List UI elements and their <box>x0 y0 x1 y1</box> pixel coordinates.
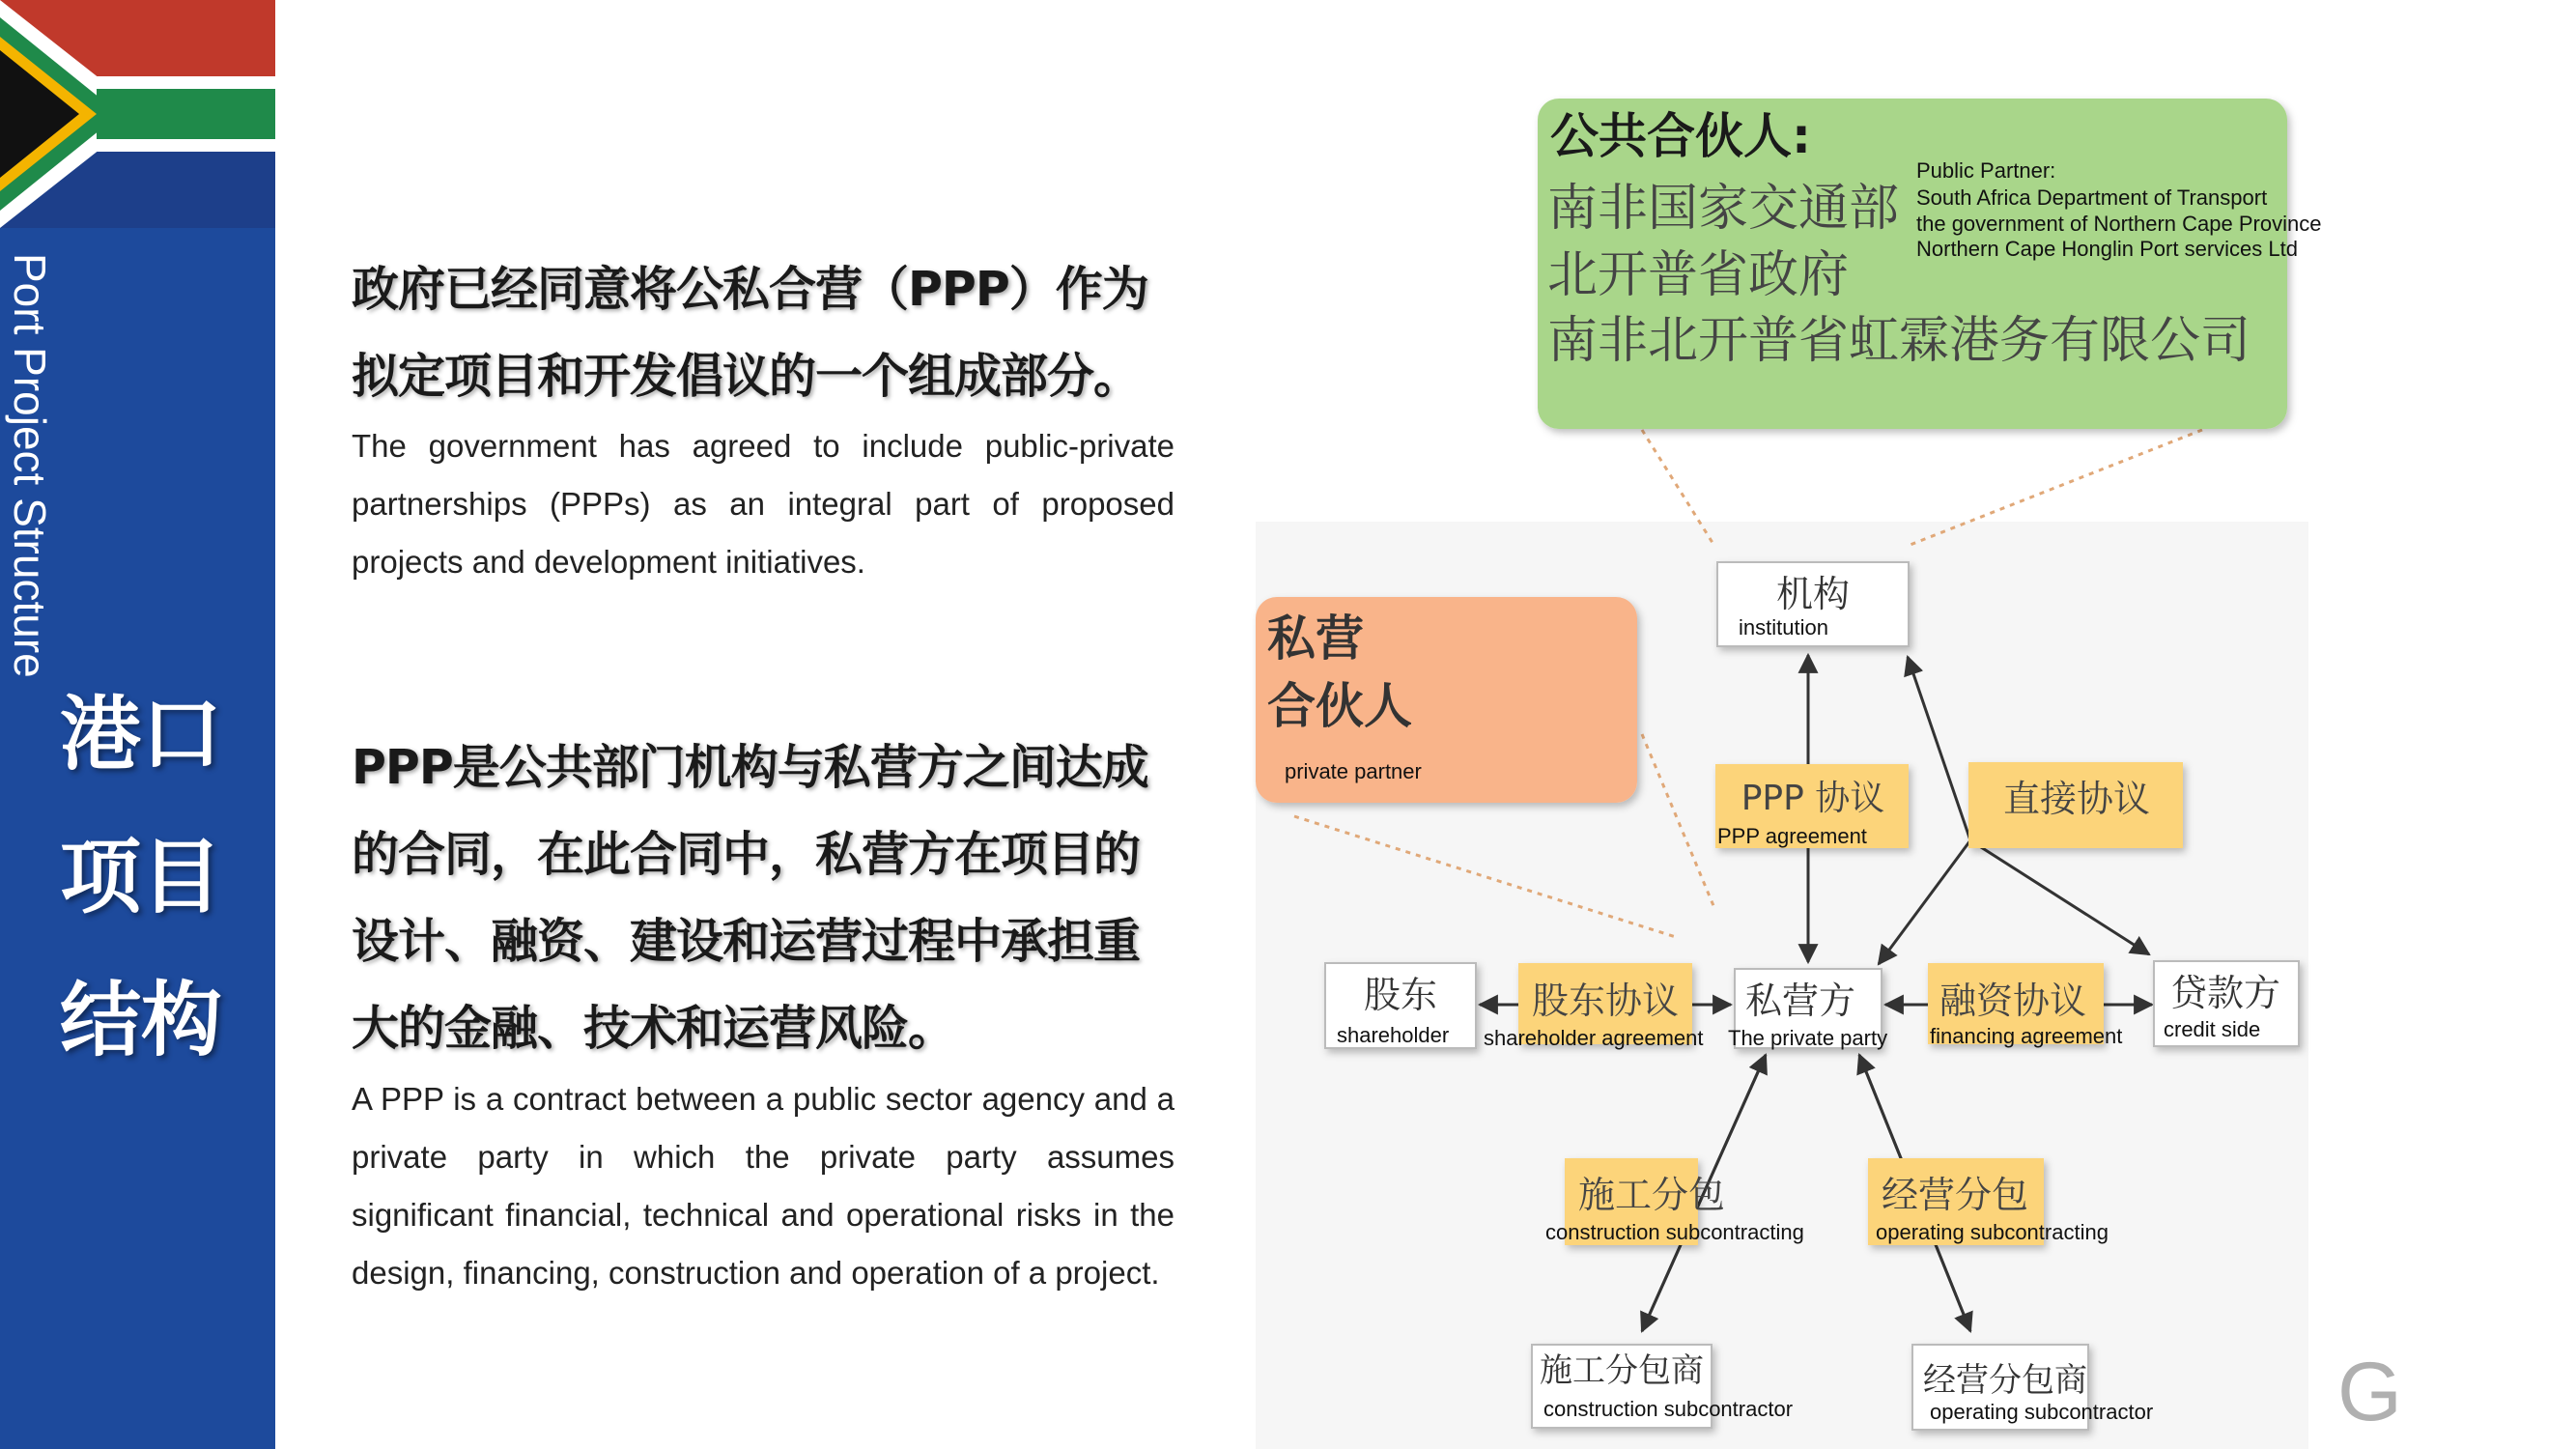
direct-agreement-cn: 直接协议 <box>2002 778 2151 820</box>
private-party-cn: 私营方 <box>1744 980 1856 1022</box>
node-direct-agreement <box>1968 762 2183 848</box>
public-partner-box <box>1538 99 2321 429</box>
financing-agreement-cn: 融资协议 <box>1939 980 2087 1022</box>
shareholder-agreement-en: shareholder agreement <box>1484 1026 1704 1050</box>
operating-subcontractor-cn: 经营分包商 <box>1923 1361 2087 1400</box>
ppp-agreement-en: PPP agreement <box>1717 824 1867 848</box>
operating-subcontractor-en: operating subcontractor <box>1930 1400 2154 1424</box>
public-partner-title: 公共合伙人: <box>1550 108 1811 164</box>
node-ppp-agreement <box>1715 764 1909 848</box>
node-institution <box>1717 562 1909 646</box>
node-shareholder <box>1325 963 1476 1048</box>
construction-subcontractor-en: construction subcontractor <box>1543 1397 1794 1421</box>
para2-cn-line-3: 设计、融资、建设和运营过程中承担重 <box>352 914 1141 969</box>
sidebar-title-line-2: 项目 <box>60 830 223 924</box>
construction-subcontractor-cn: 施工分包商 <box>1540 1351 1704 1390</box>
private-partner-cn-line-2: 合伙人 <box>1267 678 1412 734</box>
public-partner-en-line-2: the government of Northern Cape Province <box>1916 212 2322 236</box>
public-partner-en-line-3: Northern Cape Honglin Port services Ltd <box>1916 237 2298 261</box>
para1-en: The government has agreed to include public-private partnerships (PPPs) as an integral part of proposed projects and development initiatives. <box>352 428 1175 580</box>
construction-subcontracting-cn: 施工分包 <box>1577 1174 1726 1216</box>
private-partner-en: private partner <box>1285 759 1422 783</box>
para1-cn-line-1: 政府已经同意将公私合营（PPP）作为 <box>352 262 1148 317</box>
south-africa-flag <box>0 0 275 228</box>
sidebar-title-line-1: 港口 <box>60 687 223 781</box>
public-partner-cn-line-1: 南非国家交通部 <box>1547 180 1900 238</box>
para2-cn-line-4: 大的金融、技术和运营风险。 <box>352 1001 955 1056</box>
financing-agreement-en: financing agreement <box>1930 1024 2123 1048</box>
para1-cn-line-2: 拟定项目和开发倡议的一个组成部分。 <box>352 349 1141 404</box>
vertical-title <box>2 253 60 717</box>
shareholder-en: shareholder <box>1337 1023 1450 1047</box>
para2-en: A PPP is a contract between a public sector agency and a private party in which the private party assumes significant financial, technical and operational risks in the design, financing, construction and operation of a project. <box>352 1081 1175 1291</box>
node-credit-side <box>2154 961 2299 1046</box>
operating-subcontracting-cn: 经营分包 <box>1881 1174 2029 1216</box>
institution-cn: 机构 <box>1775 573 1851 615</box>
vertical-title-text: Port Project Structure <box>5 253 55 678</box>
credit-side-en: credit side <box>2164 1017 2261 1041</box>
shareholder-agreement-cn: 股东协议 <box>1531 980 1680 1022</box>
node-financing-agreement <box>1928 963 2122 1048</box>
para2-cn-line-2: 的合同，在此合同中，私营方在项目的 <box>352 827 1141 882</box>
credit-side-cn: 贷款方 <box>2169 972 2281 1014</box>
public-partner-cn-line-3: 南非北开普省虹霖港务有限公司 <box>1547 312 2251 370</box>
private-partner-cn-line-1: 私营 <box>1267 611 1364 667</box>
ppp-structure-diagram <box>1246 58 2576 1449</box>
operating-subcontracting-en: operating subcontracting <box>1876 1220 2109 1244</box>
public-partner-en-label: Public Partner: <box>1916 158 2056 183</box>
ppp-agreement-cn: PPP 协议 <box>1741 779 1885 818</box>
private-partner-box <box>1256 597 1637 803</box>
node-private-party <box>1728 969 1887 1050</box>
institution-en: institution <box>1739 615 1828 639</box>
para2-cn-line-1: PPP是公共部门机构与私营方之间达成 <box>352 740 1148 795</box>
public-partner-en-line-1: South Africa Department of Transport <box>1916 185 2268 210</box>
public-partner-cn-line-2: 北开普省政府 <box>1547 246 1850 304</box>
watermark-g: G <box>2337 1346 2402 1438</box>
private-party-en: The private party <box>1728 1026 1888 1050</box>
sidebar-title-line-3: 结构 <box>60 973 223 1067</box>
shareholder-cn: 股东 <box>1363 974 1438 1016</box>
construction-subcontracting-en: construction subcontracting <box>1545 1220 1804 1244</box>
